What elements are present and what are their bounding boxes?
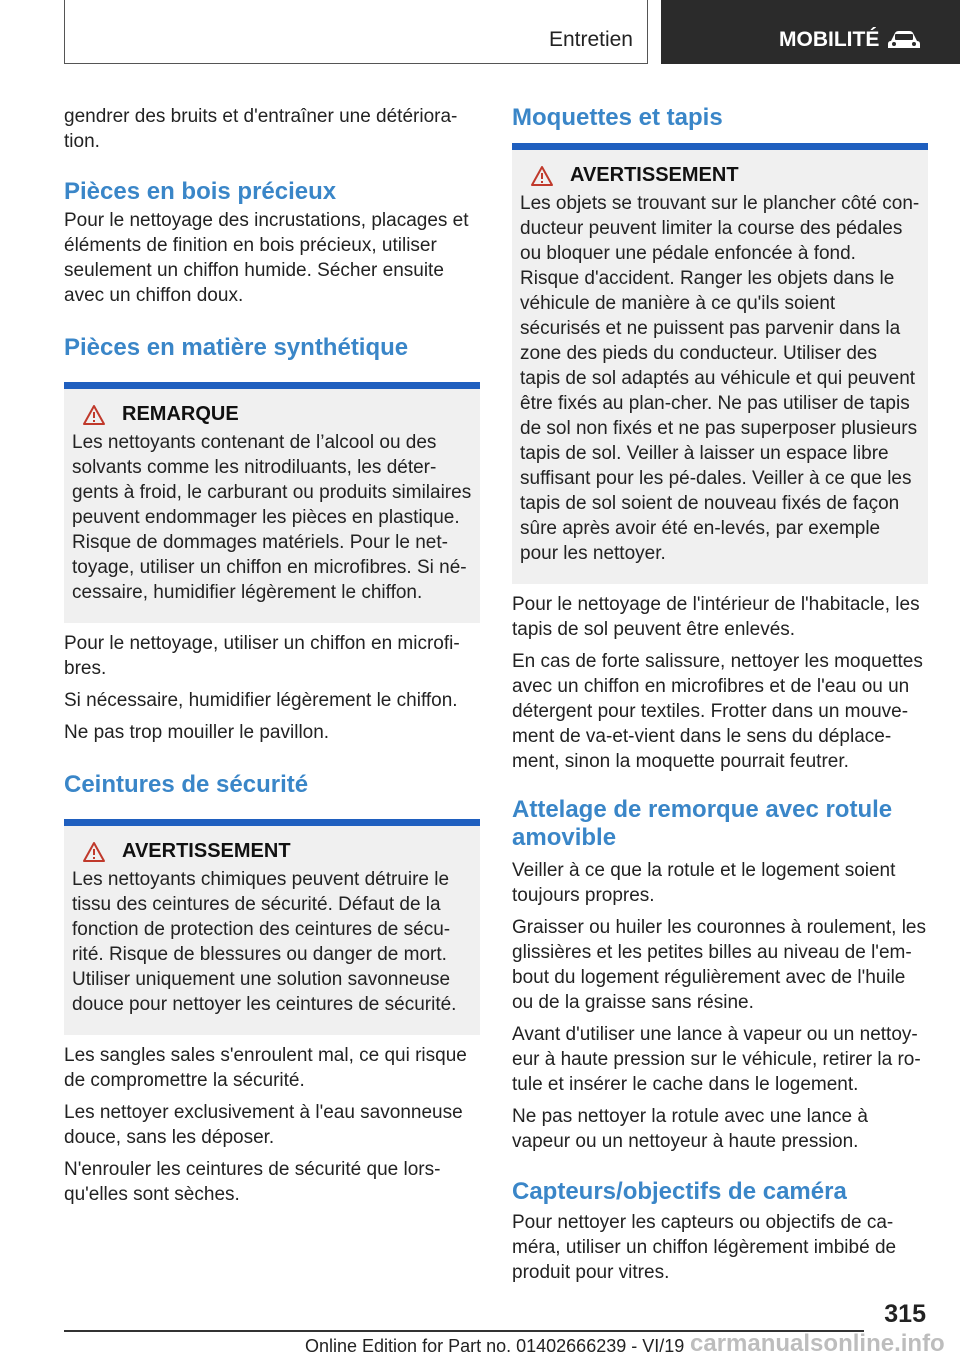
- camera-section-title: Capteurs/objectifs de caméra: [512, 1178, 847, 1205]
- notice-title: AVERTISSEMENT: [570, 164, 739, 186]
- warning-icon: [530, 165, 554, 187]
- carpet-section-title: Moquettes et tapis: [512, 104, 723, 131]
- carpet-warning-notice: [512, 150, 928, 584]
- watermark-logo: carmanualsonline.info: [690, 1330, 945, 1357]
- edition-footer: Online Edition for Part no. 01402666239 - VI/19: [305, 1336, 685, 1356]
- notice-text: Les objets se trouvant sur le plancher côté con-ducteur peuvent limiter la course des pédales ou bloquer une pédale enfoncée à fond. Risque d'accident. Ranger les objets dans le véhicule de manière à ce qu'ils soient sécurisés et ne puissent pas parvenir dans la zone des pieds du conducteur. Utiliser des tapis de sol adaptés au véhicule et qui peuvent être fixés au plan-cher. Ne pas utiliser de tapis de sol non fixés et ne pas superposer plusieurs tapis de sol. Veiller à laisser un espace libre suffisant pour les pé-dales. Veiller à ce que les tapis de sol soient de nouveau fixés de façon sûre après avoir été en-levés, par exemple pour les nettoyer.: [520, 193, 920, 564]
- wood-paragraph: Pour le nettoyage des incrustations, placages et éléments de finition en bois précieux, utiliser seulement un chiffon humide. Sécher ensuite avec un chiffon doux.: [64, 210, 469, 306]
- synthetic-paragraph-2: Si nécessaire, humidifier légèrement le chiffon.: [64, 690, 458, 711]
- intro-paragraph: gendrer des bruits et d'entraîner une détériora-tion.: [64, 106, 458, 152]
- notice-text: Les nettoyants contenant de l’alcool ou des solvants comme les nitrodiluants, les déter-gents à froid, le carburant ou produits similaires peuvent endommager les pièces en plastique. Risque de dommages matériels. Pour le net-toyage, utiliser un chiffon en microfibres. Si né-cessaire, humidifier légèrement le chiffon.: [72, 432, 472, 603]
- warning-icon: [82, 841, 106, 863]
- belts-paragraph-3: N'enrouler les ceintures de sécurité que lors-qu'elles sont sèches.: [64, 1159, 441, 1205]
- left-column: [64, 104, 480, 1207]
- hitch-paragraph-2: Graisser ou huiler les couronnes à roulement, les glissières et les petites billes au niveau de l'em-bout du logement régulièrement avec de l'huile ou de la graisse sans résine.: [512, 917, 926, 1013]
- notice-title: AVERTISSEMENT: [122, 840, 291, 862]
- right-column: [512, 104, 928, 1285]
- synthetic-section-title: Pièces en matière synthétique: [64, 334, 409, 361]
- notice-text: Les nettoyants chimiques peuvent détruire le tissu des ceintures de sécurité. Défaut de la fonction de protection des ceintures de sécu-rité. Risque de blessures ou danger de mort. Utiliser uniquement une solution savonneuse douce pour nettoyer les ceintures de sécurité.: [72, 869, 457, 1015]
- wood-section-title: Pièces en bois précieux: [64, 178, 337, 205]
- camera-paragraph-1: Pour nettoyer les capteurs ou objectifs de ca-méra, utiliser un chiffon légèrement imbibé de produit pour vitres.: [512, 1212, 897, 1283]
- remarque-notice: [64, 389, 480, 623]
- hitch-paragraph-3: Avant d'utiliser une lance à vapeur ou un nettoy-eur à haute pression sur le véhicule, retirer la ro-tule et insérer le cache dans le logement.: [512, 1024, 921, 1095]
- hitch-paragraph-4: Ne pas nettoyer la rotule avec une lance à vapeur ou un nettoyeur à haute pression.: [512, 1106, 868, 1152]
- header-section-title: Entretien: [548, 28, 633, 51]
- section-rule: [64, 382, 480, 389]
- header-section-box: [64, 0, 648, 64]
- page-number: 315: [884, 1300, 926, 1328]
- section-rule: [64, 819, 480, 826]
- belts-paragraph-2: Les nettoyer exclusivement à l'eau savonneuse douce, sans les déposer.: [64, 1102, 463, 1148]
- section-rule: [512, 143, 928, 150]
- belts-paragraph-1: Les sangles sales s'enroulent mal, ce qui risque de compromettre la sécurité.: [64, 1045, 467, 1091]
- synthetic-paragraph-3: Ne pas trop mouiller le pavillon.: [64, 722, 330, 743]
- car-icon: [886, 29, 922, 51]
- belts-warning-notice: [64, 826, 480, 1035]
- hitch-section-title: Attelage de remorque avec rotule amovible: [512, 796, 893, 851]
- notice-title: REMARQUE: [122, 403, 239, 425]
- hitch-paragraph-1: Veiller à ce que la rotule et le logement soient toujours propres.: [512, 860, 896, 906]
- synthetic-paragraph-1: Pour le nettoyage, utiliser un chiffon en microfi-bres.: [64, 633, 460, 679]
- header-chapter-title: MOBILITÉ: [779, 28, 880, 51]
- belts-section-title: Ceintures de sécurité: [64, 771, 309, 798]
- carpet-paragraph-2: En cas de forte salissure, nettoyer les moquettes avec un chiffon en microfibres et de l'eau ou un détergent pour textiles. Frotter dans un mouve-ment de va-et-vient dans le sens du déplace-ment, sinon la moquette pourrait feutrer.: [512, 651, 923, 772]
- carpet-paragraph-1: Pour le nettoyage de l'intérieur de l'habitacle, les tapis de sol peuvent être enlevés.: [512, 594, 920, 640]
- warning-icon: [82, 404, 106, 426]
- header-chapter-tab: [661, 0, 960, 64]
